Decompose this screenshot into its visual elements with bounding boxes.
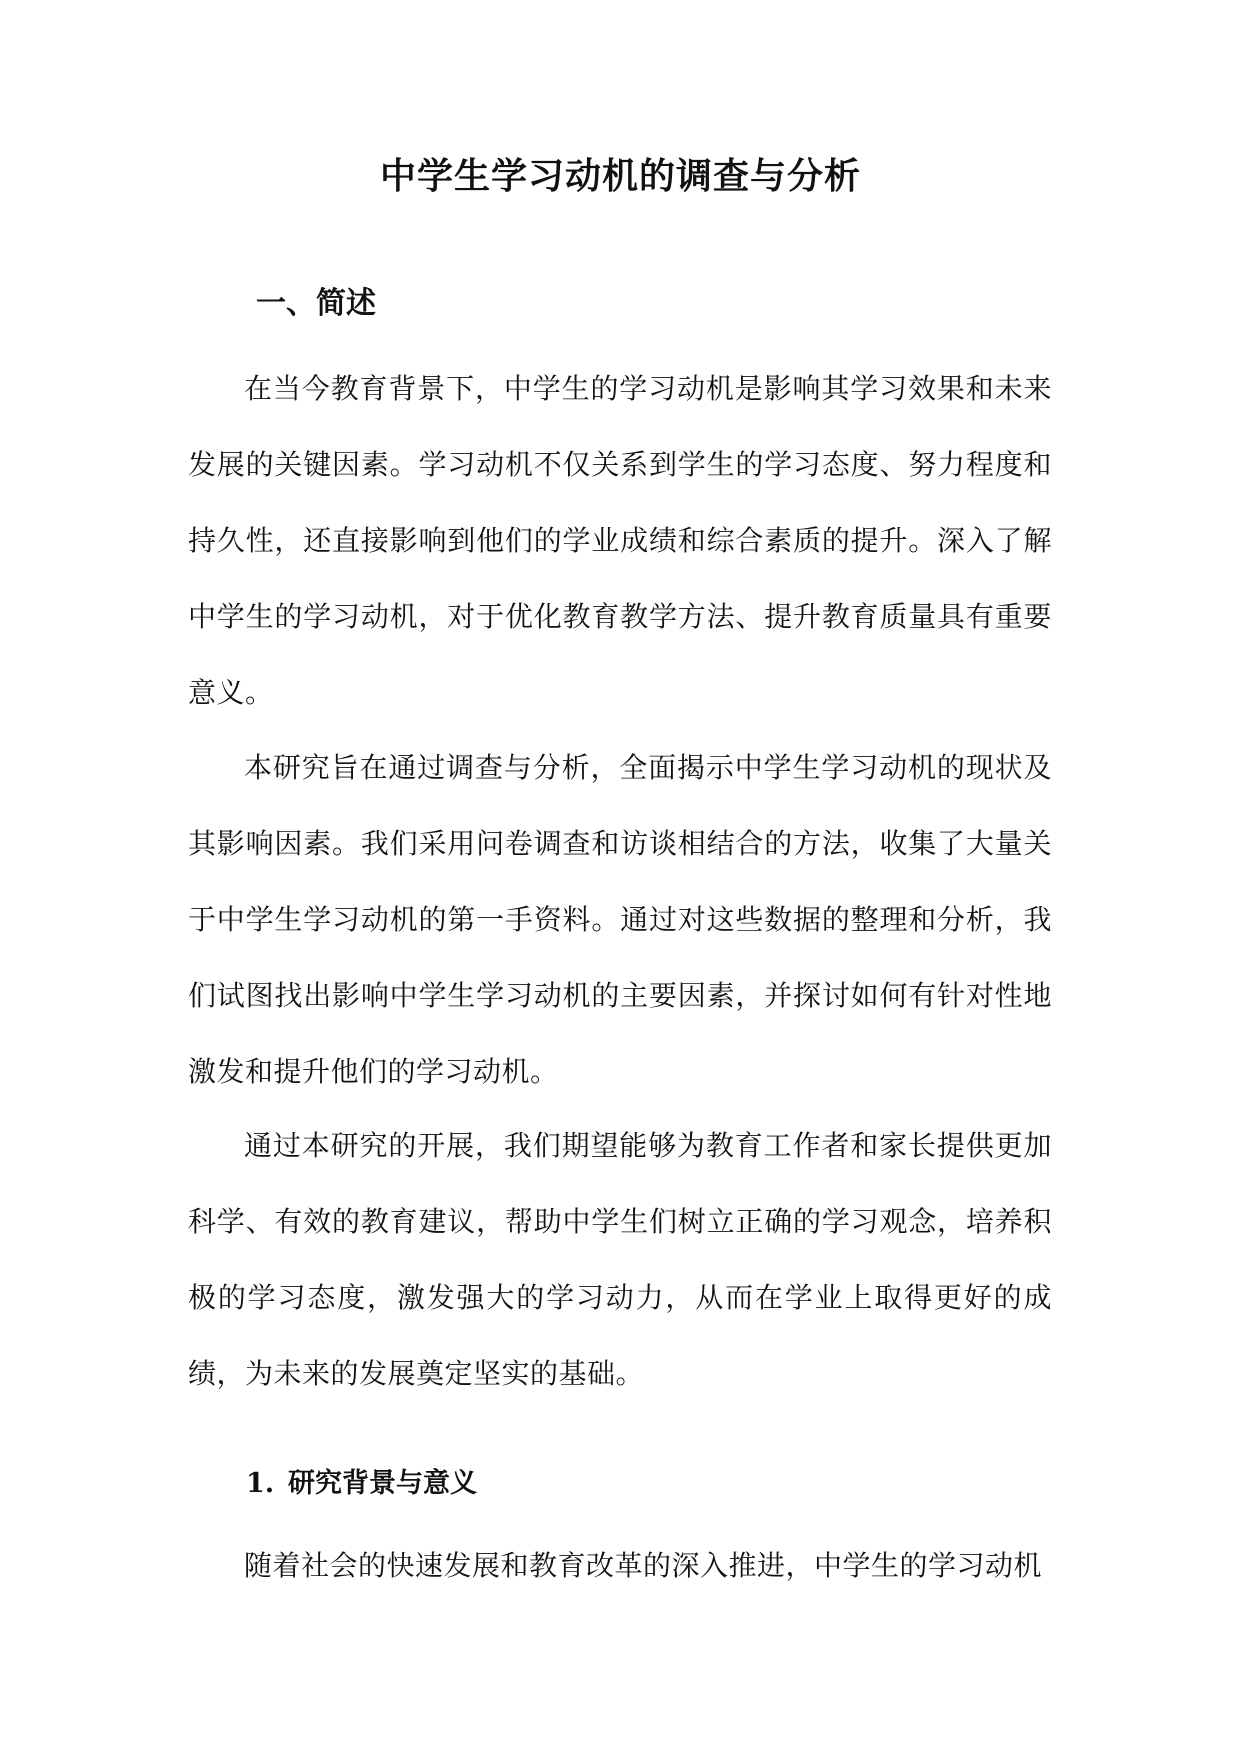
paragraph-intro-3: 通过本研究的开展，我们期望能够为教育工作者和家长提供更加科学、有效的教育建议，帮助中学生们树立正确的学习观念，培养积极的学习态度，激发强大的学习动力，从而在学业上取得更好的成绩，为未来的发展奠定坚实的基础。: [188, 1129, 1052, 1390]
subsection-number: 1.: [246, 1468, 275, 1499]
section-heading-overview: 一、简述: [256, 286, 376, 321]
subsection-heading-background: [246, 1454, 477, 1514]
paragraph-intro-1: 在当今教育背景下，中学生的学习动机是影响其学习效果和未来发展的关键因素。学习动机不仅关系到学生的学习态度、努力程度和持久性，还直接影响到他们的学业成绩和综合素质的提升。深入了解中学生的学习动机，对于优化教育教学方法、提升教育质量具有重要意义。: [188, 372, 1052, 709]
document-title: 中学生学习动机的调查与分析: [379, 155, 861, 197]
subsection-title: 研究背景与意义: [288, 1468, 477, 1499]
paragraph-intro-2: 本研究旨在通过调查与分析，全面揭示中学生学习动机的现状及其影响因素。我们采用问卷调查和访谈相结合的方法，收集了大量关于中学生学习动机的第一手资料。通过对这些数据的整理和分析，我们试图找出影响中学生学习动机的主要因素，并探讨如何有针对性地激发和提升他们的学习动机。: [188, 751, 1052, 1088]
paragraph-background-1: 随着社会的快速发展和教育改革的深入推进，中学生的学习动机: [244, 1549, 1043, 1582]
